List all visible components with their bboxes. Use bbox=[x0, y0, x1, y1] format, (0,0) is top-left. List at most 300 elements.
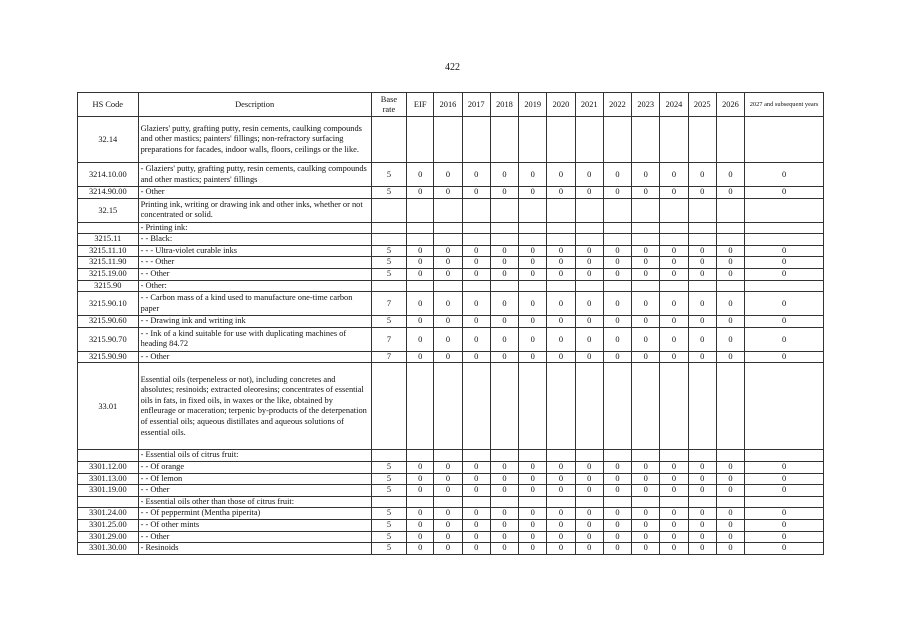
rate-cell: 0 bbox=[745, 531, 824, 543]
rate-cell: 0 bbox=[519, 163, 547, 187]
description-cell: Printing ink, writing or drawing ink and other inks, whether or not concentrated or solid. bbox=[138, 198, 371, 222]
rate-cell: 0 bbox=[434, 519, 462, 531]
rate-cell: 0 bbox=[745, 461, 824, 473]
table-row bbox=[78, 519, 824, 531]
table-row bbox=[78, 280, 824, 292]
rate-cell: 0 bbox=[462, 519, 490, 531]
rate-cell: 0 bbox=[632, 473, 660, 485]
rate-cell bbox=[745, 117, 824, 163]
description-cell: - - - Other bbox=[138, 257, 371, 269]
rate-cell: 0 bbox=[660, 327, 688, 351]
rate-cell: 0 bbox=[575, 187, 603, 199]
rate-cell bbox=[547, 117, 575, 163]
rate-cell: 0 bbox=[632, 268, 660, 280]
rate-cell: 0 bbox=[603, 531, 631, 543]
hs-code-cell: 3215.19.00 bbox=[78, 268, 139, 280]
rate-cell: 0 bbox=[547, 351, 575, 363]
description-cell: - Essential oils other than those of citrus fruit: bbox=[138, 496, 371, 508]
base-rate-cell bbox=[371, 280, 406, 292]
rate-cell bbox=[716, 222, 744, 234]
rate-cell bbox=[632, 234, 660, 246]
description-cell: - Other: bbox=[138, 280, 371, 292]
rate-cell: 0 bbox=[603, 268, 631, 280]
header-base-rate: Base rate bbox=[371, 93, 406, 117]
rate-cell bbox=[547, 496, 575, 508]
rate-cell: 0 bbox=[462, 351, 490, 363]
rate-cell: 0 bbox=[688, 316, 716, 328]
rate-cell: 0 bbox=[575, 268, 603, 280]
rate-cell bbox=[490, 496, 518, 508]
rate-cell bbox=[688, 234, 716, 246]
description-cell: - - Other bbox=[138, 531, 371, 543]
header-subsequent-years: 2027 and subsequent years bbox=[745, 93, 824, 117]
header-row bbox=[78, 93, 824, 117]
rate-cell bbox=[745, 222, 824, 234]
rate-cell: 0 bbox=[407, 245, 434, 257]
base-rate-cell: 5 bbox=[371, 268, 406, 280]
rate-cell: 0 bbox=[660, 245, 688, 257]
rate-cell bbox=[603, 198, 631, 222]
rate-cell: 0 bbox=[716, 461, 744, 473]
rate-cell: 0 bbox=[434, 531, 462, 543]
rate-cell bbox=[603, 117, 631, 163]
rate-cell: 0 bbox=[660, 519, 688, 531]
rate-cell: 0 bbox=[462, 292, 490, 316]
rate-cell: 0 bbox=[519, 485, 547, 497]
rate-cell: 0 bbox=[745, 485, 824, 497]
rate-cell: 0 bbox=[745, 268, 824, 280]
rate-cell: 0 bbox=[407, 268, 434, 280]
rate-cell: 0 bbox=[716, 316, 744, 328]
rate-cell: 0 bbox=[434, 461, 462, 473]
description-cell: - - Other bbox=[138, 485, 371, 497]
hs-code-cell: 3215.90.70 bbox=[78, 327, 139, 351]
rate-cell: 0 bbox=[632, 461, 660, 473]
rate-cell: 0 bbox=[434, 473, 462, 485]
rate-cell bbox=[462, 496, 490, 508]
rate-cell bbox=[632, 496, 660, 508]
description-cell: Essential oils (terpeneless or not), including concretes and absolutes; resinoids; extracted oleoresins; concentrates of essential oils in fats, in fixed oils, in waxes or the like, obtained by enfleurage or maceration; terpenic by-products of the deterpenation of essential oils; aqueous distillates and aqueous solutions of essential oils. bbox=[138, 363, 371, 450]
rate-cell bbox=[688, 280, 716, 292]
rate-cell: 0 bbox=[434, 292, 462, 316]
rate-cell bbox=[632, 198, 660, 222]
rate-cell: 0 bbox=[660, 461, 688, 473]
rate-cell: 0 bbox=[575, 485, 603, 497]
rate-cell bbox=[490, 198, 518, 222]
hs-code-cell: 3215.90.10 bbox=[78, 292, 139, 316]
hs-code-cell: 33.01 bbox=[78, 363, 139, 450]
rate-cell: 0 bbox=[490, 461, 518, 473]
description-cell: - - Carbon mass of a kind used to manufacture one-time carbon paper bbox=[138, 292, 371, 316]
base-rate-cell bbox=[371, 363, 406, 450]
hs-code-cell: 3215.11.10 bbox=[78, 245, 139, 257]
rate-cell bbox=[575, 234, 603, 246]
rate-cell: 0 bbox=[660, 531, 688, 543]
rate-cell: 0 bbox=[462, 245, 490, 257]
rate-cell bbox=[745, 450, 824, 462]
rate-cell: 0 bbox=[632, 351, 660, 363]
hs-code-cell: 3301.13.00 bbox=[78, 473, 139, 485]
rate-cell: 0 bbox=[462, 473, 490, 485]
rate-cell: 0 bbox=[519, 327, 547, 351]
rate-cell: 0 bbox=[575, 531, 603, 543]
rate-cell: 0 bbox=[434, 351, 462, 363]
rate-cell: 0 bbox=[575, 473, 603, 485]
rate-cell: 0 bbox=[519, 461, 547, 473]
rate-cell: 0 bbox=[688, 473, 716, 485]
rate-cell: 0 bbox=[575, 292, 603, 316]
rate-cell bbox=[490, 234, 518, 246]
base-rate-cell: 5 bbox=[371, 316, 406, 328]
rate-cell: 0 bbox=[745, 187, 824, 199]
rate-cell: 0 bbox=[519, 473, 547, 485]
description-cell: - - Black: bbox=[138, 234, 371, 246]
hs-code-cell: 3301.29.00 bbox=[78, 531, 139, 543]
hs-code-cell bbox=[78, 450, 139, 462]
rate-cell: 0 bbox=[519, 268, 547, 280]
rate-cell: 0 bbox=[519, 351, 547, 363]
page-number: 422 bbox=[445, 62, 460, 73]
base-rate-cell: 5 bbox=[371, 461, 406, 473]
rate-cell bbox=[547, 450, 575, 462]
rate-cell: 0 bbox=[462, 508, 490, 520]
rate-cell bbox=[603, 363, 631, 450]
hs-code-cell: 3215.11 bbox=[78, 234, 139, 246]
rate-cell bbox=[519, 117, 547, 163]
rate-cell: 0 bbox=[462, 461, 490, 473]
rate-cell: 0 bbox=[603, 163, 631, 187]
rate-cell bbox=[745, 198, 824, 222]
rate-cell: 0 bbox=[547, 257, 575, 269]
description-cell: - - Of lemon bbox=[138, 473, 371, 485]
rate-cell bbox=[462, 117, 490, 163]
rate-cell: 0 bbox=[519, 187, 547, 199]
rate-cell: 0 bbox=[547, 268, 575, 280]
rate-cell: 0 bbox=[688, 257, 716, 269]
header-year: 2018 bbox=[490, 93, 518, 117]
rate-cell: 0 bbox=[716, 485, 744, 497]
base-rate-cell: 5 bbox=[371, 187, 406, 199]
rate-cell: 0 bbox=[575, 316, 603, 328]
rate-cell bbox=[434, 496, 462, 508]
description-cell: - Other bbox=[138, 187, 371, 199]
rate-cell: 0 bbox=[716, 531, 744, 543]
table-row bbox=[78, 292, 824, 316]
rate-cell bbox=[547, 280, 575, 292]
rate-cell: 0 bbox=[462, 257, 490, 269]
hs-code-cell: 3214.90.00 bbox=[78, 187, 139, 199]
rate-cell: 0 bbox=[407, 543, 434, 555]
rate-cell bbox=[490, 450, 518, 462]
rate-cell bbox=[575, 222, 603, 234]
rate-cell bbox=[632, 363, 660, 450]
rate-cell: 0 bbox=[407, 292, 434, 316]
table-row bbox=[78, 327, 824, 351]
rate-cell bbox=[716, 496, 744, 508]
rate-cell: 0 bbox=[745, 351, 824, 363]
hs-code-cell: 32.15 bbox=[78, 198, 139, 222]
table-row bbox=[78, 508, 824, 520]
rate-cell bbox=[575, 280, 603, 292]
header-hs-code: HS Code bbox=[78, 93, 139, 117]
base-rate-cell: 5 bbox=[371, 519, 406, 531]
rate-cell: 0 bbox=[716, 292, 744, 316]
rate-cell bbox=[462, 363, 490, 450]
rate-cell: 0 bbox=[434, 257, 462, 269]
header-year: 2023 bbox=[632, 93, 660, 117]
rate-cell bbox=[407, 234, 434, 246]
rate-cell: 0 bbox=[745, 292, 824, 316]
rate-cell: 0 bbox=[547, 187, 575, 199]
rate-cell bbox=[603, 280, 631, 292]
rate-cell bbox=[407, 117, 434, 163]
rate-cell bbox=[716, 234, 744, 246]
rate-cell bbox=[547, 363, 575, 450]
rate-cell bbox=[660, 450, 688, 462]
hs-code-cell: 3301.19.00 bbox=[78, 485, 139, 497]
rate-cell: 0 bbox=[547, 531, 575, 543]
rate-cell: 0 bbox=[462, 327, 490, 351]
rate-cell bbox=[462, 198, 490, 222]
rate-cell bbox=[660, 234, 688, 246]
rate-cell: 0 bbox=[407, 485, 434, 497]
rate-cell bbox=[519, 363, 547, 450]
rate-cell: 0 bbox=[716, 508, 744, 520]
rate-cell: 0 bbox=[688, 292, 716, 316]
rate-cell: 0 bbox=[462, 485, 490, 497]
description-cell: - - Of other mints bbox=[138, 519, 371, 531]
rate-cell: 0 bbox=[407, 531, 434, 543]
rate-cell: 0 bbox=[716, 519, 744, 531]
rate-cell bbox=[688, 117, 716, 163]
rate-cell: 0 bbox=[716, 245, 744, 257]
rate-cell bbox=[603, 450, 631, 462]
hs-code-cell bbox=[78, 222, 139, 234]
description-cell: - - Other bbox=[138, 351, 371, 363]
rate-cell: 0 bbox=[407, 163, 434, 187]
description-cell: - - Other bbox=[138, 268, 371, 280]
rate-cell: 0 bbox=[632, 543, 660, 555]
description-cell: - - Drawing ink and writing ink bbox=[138, 316, 371, 328]
rate-cell bbox=[434, 280, 462, 292]
base-rate-cell bbox=[371, 496, 406, 508]
rate-cell: 0 bbox=[688, 508, 716, 520]
description-cell: - - Ink of a kind suitable for use with duplicating machines of heading 84.72 bbox=[138, 327, 371, 351]
description-cell: - Printing ink: bbox=[138, 222, 371, 234]
description-cell: Glaziers' putty, grafting putty, resin cements, caulking compounds and other mastics; painters' fillings; non-refractory surfacing preparations for facades, indoor walls, floors, ceilings or the like. bbox=[138, 117, 371, 163]
base-rate-cell: 5 bbox=[371, 163, 406, 187]
rate-cell: 0 bbox=[407, 508, 434, 520]
rate-cell: 0 bbox=[603, 187, 631, 199]
rate-cell: 0 bbox=[434, 543, 462, 555]
header-year: 2017 bbox=[462, 93, 490, 117]
rate-cell bbox=[407, 363, 434, 450]
rate-cell: 0 bbox=[660, 292, 688, 316]
rate-cell: 0 bbox=[632, 316, 660, 328]
base-rate-cell: 5 bbox=[371, 543, 406, 555]
rate-cell: 0 bbox=[490, 327, 518, 351]
rate-cell: 0 bbox=[490, 473, 518, 485]
rate-cell: 0 bbox=[575, 461, 603, 473]
rate-cell: 0 bbox=[519, 292, 547, 316]
base-rate-cell: 5 bbox=[371, 508, 406, 520]
hs-code-cell: 3301.24.00 bbox=[78, 508, 139, 520]
rate-cell: 0 bbox=[434, 485, 462, 497]
rate-cell bbox=[745, 280, 824, 292]
base-rate-cell: 7 bbox=[371, 327, 406, 351]
rate-cell: 0 bbox=[716, 543, 744, 555]
rate-cell bbox=[660, 363, 688, 450]
rate-cell: 0 bbox=[462, 163, 490, 187]
rate-cell: 0 bbox=[660, 316, 688, 328]
base-rate-cell: 7 bbox=[371, 351, 406, 363]
rate-cell: 0 bbox=[547, 163, 575, 187]
rate-cell: 0 bbox=[519, 508, 547, 520]
rate-cell: 0 bbox=[603, 351, 631, 363]
rate-cell: 0 bbox=[688, 543, 716, 555]
table-row bbox=[78, 117, 824, 163]
rate-cell: 0 bbox=[632, 292, 660, 316]
hs-code-cell: 3215.90 bbox=[78, 280, 139, 292]
rate-cell: 0 bbox=[688, 187, 716, 199]
description-cell: - Essential oils of citrus fruit: bbox=[138, 450, 371, 462]
rate-cell: 0 bbox=[660, 163, 688, 187]
rate-cell: 0 bbox=[603, 519, 631, 531]
rate-cell bbox=[547, 198, 575, 222]
rate-cell bbox=[603, 222, 631, 234]
rate-cell: 0 bbox=[547, 473, 575, 485]
description-cell: - - Of orange bbox=[138, 461, 371, 473]
rate-cell: 0 bbox=[490, 543, 518, 555]
rate-cell: 0 bbox=[632, 508, 660, 520]
rate-cell bbox=[745, 363, 824, 450]
rate-cell: 0 bbox=[575, 257, 603, 269]
table-row bbox=[78, 531, 824, 543]
rate-cell: 0 bbox=[490, 531, 518, 543]
table-row bbox=[78, 245, 824, 257]
rate-cell: 0 bbox=[490, 351, 518, 363]
rate-cell: 0 bbox=[745, 257, 824, 269]
rate-cell bbox=[660, 496, 688, 508]
rate-cell: 0 bbox=[575, 519, 603, 531]
rate-cell: 0 bbox=[547, 485, 575, 497]
rate-cell bbox=[434, 450, 462, 462]
table-row bbox=[78, 473, 824, 485]
rate-cell bbox=[434, 222, 462, 234]
rate-cell: 0 bbox=[407, 351, 434, 363]
rate-cell: 0 bbox=[407, 316, 434, 328]
rate-cell: 0 bbox=[632, 327, 660, 351]
rate-cell bbox=[490, 363, 518, 450]
hs-code-cell: 3215.11.90 bbox=[78, 257, 139, 269]
rate-cell: 0 bbox=[688, 327, 716, 351]
rate-cell bbox=[603, 234, 631, 246]
rate-cell: 0 bbox=[462, 543, 490, 555]
table-row bbox=[78, 198, 824, 222]
description-cell: - - Of peppermint (Mentha piperita) bbox=[138, 508, 371, 520]
rate-cell: 0 bbox=[462, 316, 490, 328]
rate-cell: 0 bbox=[519, 531, 547, 543]
rate-cell: 0 bbox=[716, 473, 744, 485]
rate-cell: 0 bbox=[603, 485, 631, 497]
table-row bbox=[78, 543, 824, 555]
rate-cell: 0 bbox=[745, 508, 824, 520]
rate-cell bbox=[519, 496, 547, 508]
rate-cell bbox=[407, 280, 434, 292]
table-row bbox=[78, 485, 824, 497]
header-year: 2020 bbox=[547, 93, 575, 117]
base-rate-cell: 5 bbox=[371, 485, 406, 497]
base-rate-cell: 5 bbox=[371, 531, 406, 543]
rate-cell bbox=[407, 496, 434, 508]
rate-cell: 0 bbox=[632, 519, 660, 531]
rate-cell: 0 bbox=[519, 316, 547, 328]
table-row bbox=[78, 496, 824, 508]
header-year: 2026 bbox=[716, 93, 744, 117]
description-cell: - Glaziers' putty, grafting putty, resin cements, caulking compounds and other mastics; painters' fillings bbox=[138, 163, 371, 187]
rate-cell: 0 bbox=[407, 187, 434, 199]
rate-cell: 0 bbox=[688, 268, 716, 280]
description-cell: - Resinoids bbox=[138, 543, 371, 555]
rate-cell bbox=[660, 280, 688, 292]
base-rate-cell: 5 bbox=[371, 473, 406, 485]
rate-cell bbox=[462, 222, 490, 234]
rate-cell: 0 bbox=[688, 461, 716, 473]
rate-cell bbox=[547, 234, 575, 246]
rate-cell: 0 bbox=[575, 351, 603, 363]
rate-cell: 0 bbox=[603, 316, 631, 328]
header-year: 2024 bbox=[660, 93, 688, 117]
rate-cell bbox=[407, 450, 434, 462]
rate-cell: 0 bbox=[407, 327, 434, 351]
rate-cell: 0 bbox=[490, 316, 518, 328]
rate-cell: 0 bbox=[547, 543, 575, 555]
rate-cell bbox=[434, 234, 462, 246]
base-rate-cell bbox=[371, 117, 406, 163]
base-rate-cell bbox=[371, 222, 406, 234]
rate-cell bbox=[575, 496, 603, 508]
rate-cell: 0 bbox=[490, 163, 518, 187]
hs-code-cell: 32.14 bbox=[78, 117, 139, 163]
table-row bbox=[78, 363, 824, 450]
rate-cell: 0 bbox=[407, 473, 434, 485]
rate-cell bbox=[490, 280, 518, 292]
rate-cell bbox=[575, 117, 603, 163]
rate-cell: 0 bbox=[434, 187, 462, 199]
rate-cell: 0 bbox=[490, 508, 518, 520]
rate-cell: 0 bbox=[660, 543, 688, 555]
rate-cell bbox=[575, 450, 603, 462]
base-rate-cell: 7 bbox=[371, 292, 406, 316]
rate-cell: 0 bbox=[745, 473, 824, 485]
rate-cell bbox=[716, 363, 744, 450]
rate-cell: 0 bbox=[490, 257, 518, 269]
rate-cell: 0 bbox=[434, 245, 462, 257]
rate-cell bbox=[688, 496, 716, 508]
header-year: 2025 bbox=[688, 93, 716, 117]
hs-code-cell: 3214.10.00 bbox=[78, 163, 139, 187]
rate-cell: 0 bbox=[660, 485, 688, 497]
rate-cell bbox=[716, 450, 744, 462]
table-row bbox=[78, 187, 824, 199]
rate-cell: 0 bbox=[632, 531, 660, 543]
rate-cell bbox=[434, 363, 462, 450]
tariff-schedule-table bbox=[77, 92, 824, 555]
rate-cell: 0 bbox=[660, 351, 688, 363]
rate-cell: 0 bbox=[490, 245, 518, 257]
rate-cell: 0 bbox=[603, 327, 631, 351]
rate-cell: 0 bbox=[547, 292, 575, 316]
